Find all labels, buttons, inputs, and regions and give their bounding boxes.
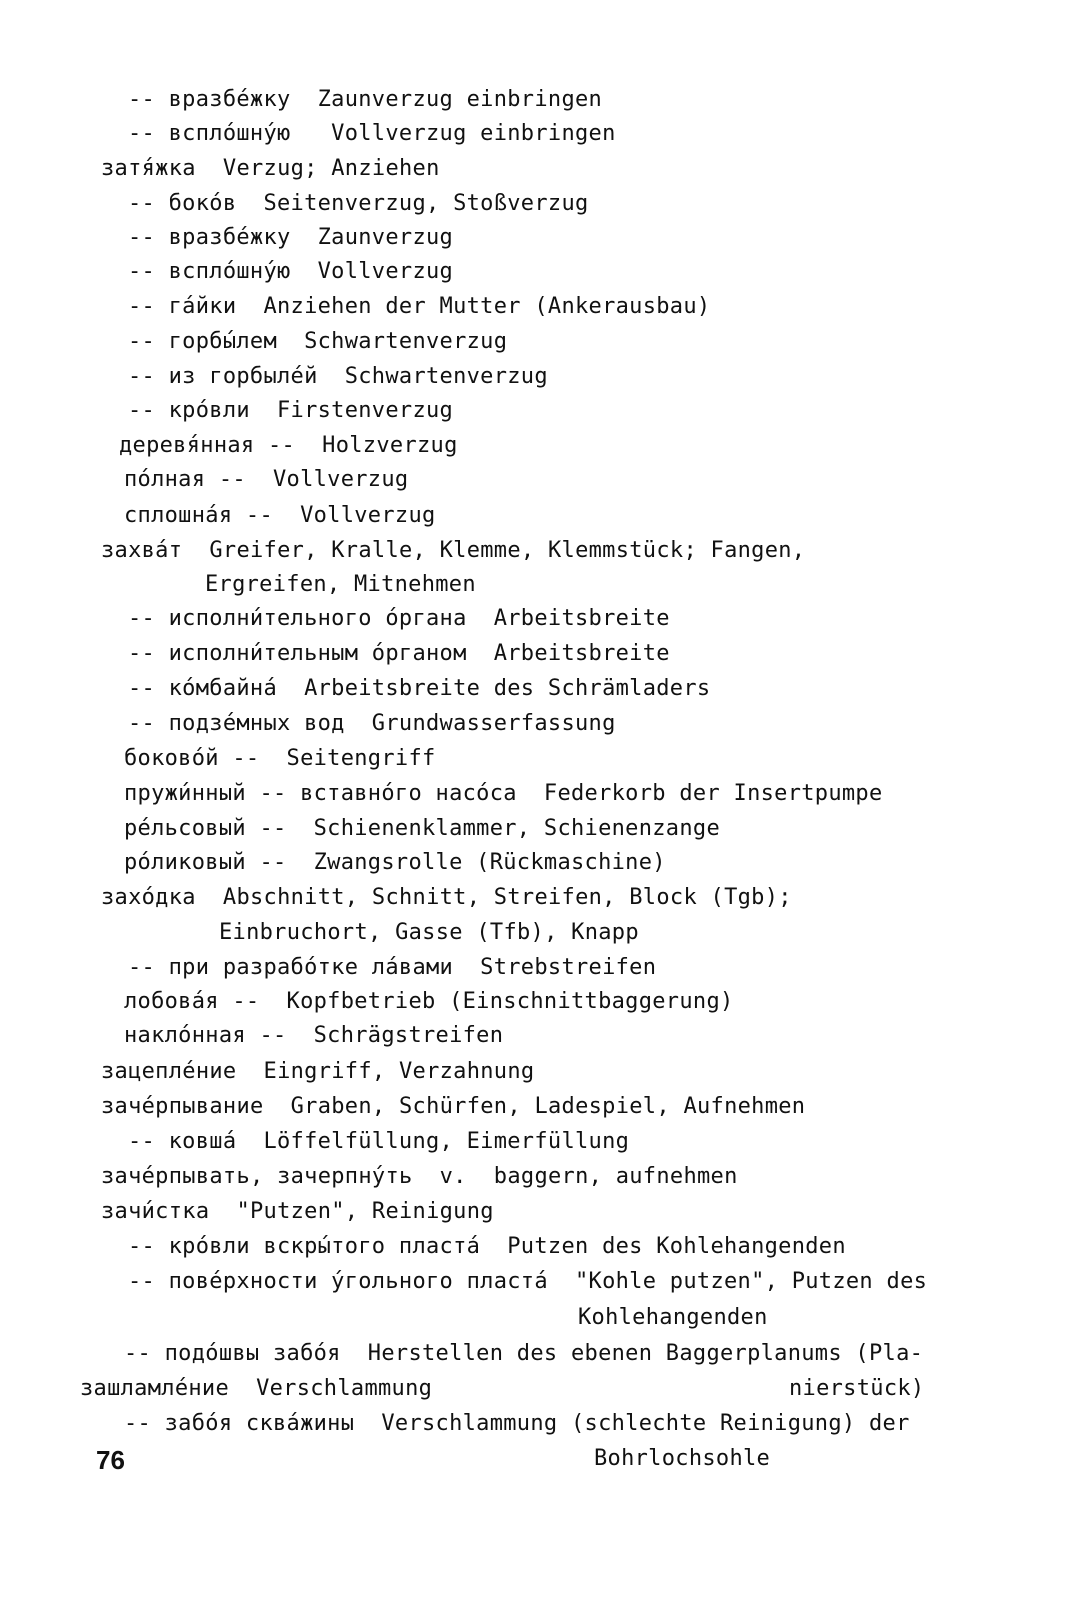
entry-line: -- подзе́мных вод Grundwasserfassung: [128, 711, 616, 736]
entry-line: -- боко́в Seitenverzug, Stoßverzug: [128, 191, 589, 216]
entry-line: -- вспло́шну́ю Vollverzug einbringen: [128, 121, 616, 146]
entry-headword-line: зачи́стка "Putzen", Reinigung: [101, 1199, 494, 1224]
entry-line: -- исполни́тельным о́рганом Arbeitsbreite: [128, 641, 670, 666]
entry-headword-line: зашламле́ние Verschlammung: [80, 1376, 433, 1401]
entry-line: пружи́нный -- вставно́го насо́са Federkorb der Insertpumpe: [124, 781, 883, 806]
entry-continuation-line: Bohrlochsohle: [594, 1446, 771, 1471]
entry-line: -- горбы́лем Schwartenverzug: [128, 329, 508, 354]
entry-headword-line: захо́дка Abschnitt, Schnitt, Streifen, Block (Tgb);: [101, 885, 792, 910]
entry-line: -- га́йки Anziehen der Mutter (Ankerausbau): [128, 294, 711, 319]
entry-line: -- подо́швы забо́я Herstellen des ebenen Baggerplanums (Pla-: [124, 1341, 924, 1366]
entry-continuation-line: Kohlehangenden: [578, 1305, 768, 1330]
entry-line: -- вспло́шну́ю Vollverzug: [128, 259, 454, 284]
entry-headword-line: захва́т Greifer, Kralle, Klemme, Klemmstück; Fangen,: [101, 538, 806, 563]
entry-continuation-line: Einbruchort, Gasse (Tfb), Knapp: [219, 920, 639, 945]
entry-line: накло́нная -- Schrägstreifen: [124, 1023, 504, 1048]
entry-line: -- при разрабо́тке ла́вами Strebstreifen: [128, 955, 657, 980]
entry-line: лобова́я -- Kopfbetrieb (Einschnittbaggerung): [124, 989, 734, 1014]
entry-continuation-line: Ergreifen, Mitnehmen: [205, 572, 476, 597]
entry-line: по́лная -- Vollverzug: [124, 467, 409, 492]
entry-line: -- вразбе́жку Zaunverzug: [128, 225, 454, 250]
entry-headword-line: заче́рпывание Graben, Schürfen, Ladespiel, Aufnehmen: [101, 1094, 806, 1119]
entry-headword-line: затя́жка Verzug; Anziehen: [101, 156, 440, 181]
entry-line: деревя́нная -- Holzverzug: [119, 433, 458, 458]
entry-line: -- пове́рхности у́гольного пласта́ "Kohle putzen", Putzen des: [128, 1269, 928, 1294]
entry-line: -- кро́вли вскры́того пласта́ Putzen des Kohlehangenden: [128, 1234, 846, 1259]
entry-line: боково́й -- Seitengriff: [124, 746, 436, 771]
entry-line: -- вразбе́жку Zaunverzug einbringen: [128, 87, 603, 112]
entry-line: сплошна́я -- Vollverzug: [124, 503, 436, 528]
entry-continuation-line: nierstück): [789, 1376, 925, 1401]
page-number: 76: [96, 1445, 125, 1475]
entry-line: -- ко́мбайна́ Arbeitsbreite des Schrämladers: [128, 676, 711, 701]
entry-line: -- забо́я сква́жины Verschlammung (schlechte Reinigung) der: [124, 1411, 910, 1436]
entry-line: -- исполни́тельного о́ргана Arbeitsbreite: [128, 606, 670, 631]
entry-line: ре́льсовый -- Schienenklammer, Schienenzange: [124, 816, 720, 841]
entry-line: ро́ликовый -- Zwangsrolle (Rückmaschine): [124, 850, 666, 875]
entry-line: -- ковша́ Löffelfüllung, Eimerfüllung: [128, 1129, 630, 1154]
entry-line: -- из горбыле́й Schwartenverzug: [128, 364, 548, 389]
entry-headword-line: зацепле́ние Eingriff, Verzahnung: [101, 1059, 535, 1084]
entry-headword-line: заче́рпывать, зачерпну́ть v. baggern, aufnehmen: [101, 1164, 738, 1189]
entry-line: -- кро́вли Firstenverzug: [128, 398, 454, 423]
